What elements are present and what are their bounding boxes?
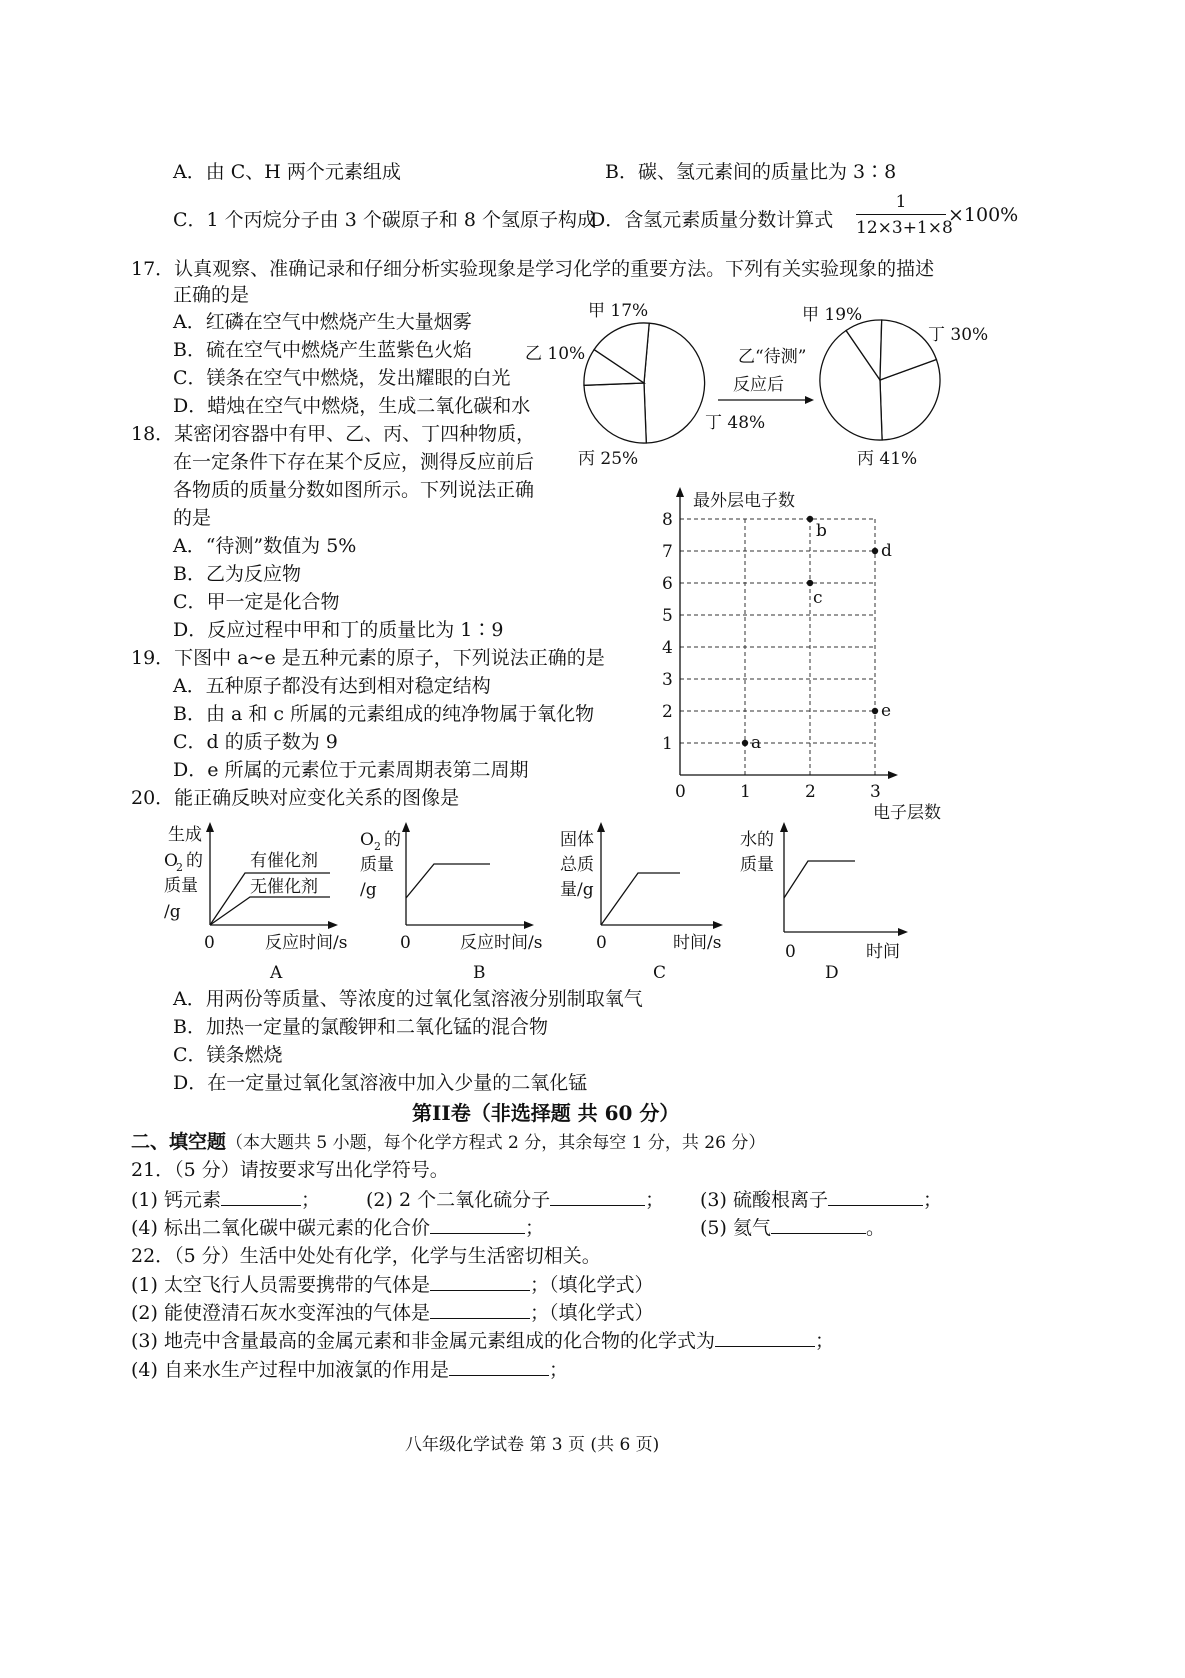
q20-option-a: A．用两份等质量、等浓度的过氧化氢溶液分别制取氧气 — [173, 988, 643, 1010]
graph-c-letter: C — [653, 963, 667, 983]
pie-before-label-ding: 丁 48% — [705, 413, 766, 433]
graph-b-curve — [406, 864, 490, 898]
graph-a-origin: 0 — [204, 933, 215, 953]
graph-a-ylabel-sub: 2 — [176, 861, 183, 874]
q21-stem: 21．（5 分）请按要求写出化学符号。 — [131, 1159, 449, 1181]
y-tick-label: 1 — [662, 734, 673, 754]
graph-a-ylabel-2: O — [164, 851, 178, 871]
pie-after-label-bing: 丙 41% — [857, 449, 918, 469]
graph-b-xlabel: 反应时间/s — [460, 933, 543, 953]
q16-option-a: A．由 C、H 两个元素组成 — [173, 161, 401, 183]
y-axis-label: 最外层电子数 — [693, 491, 795, 511]
graph-a-x-arrow — [328, 921, 338, 929]
q16-fraction-suffix: ×100% — [948, 204, 1019, 226]
q20-stem: 20．能正确反映对应变化关系的图像是 — [131, 787, 460, 809]
pie-before-label-jia: 甲 17% — [588, 301, 649, 321]
graph-b-ylabel-3: 质量 — [360, 855, 394, 875]
y-tick-label: 6 — [662, 574, 673, 594]
graph-d-ylabel-1: 水的 — [740, 830, 774, 850]
q22-item-3: (3) 地壳中含量最高的金属元素和非金属元素组成的化合物的化学式为 ； — [131, 1330, 834, 1352]
graph-c-ylabel-3: 量/g — [560, 880, 594, 900]
q22-item-4: (4) 自来水生产过程中加液氯的作用是 ； — [131, 1359, 568, 1381]
q19-option-c: C．d 的质子数为 9 — [173, 731, 338, 753]
q21-item-1: (1) 钙元素 ； — [131, 1189, 320, 1211]
x-tick-label: 1 — [740, 782, 751, 802]
q18-stem: 18．某密闭容器中有甲、乙、丙、丁四种物质， — [131, 423, 536, 445]
fill-section-title: 二、填空题 — [131, 1131, 227, 1153]
point-label-e: e — [881, 701, 892, 721]
graph-c-origin: 0 — [596, 933, 607, 953]
graph-a-ylabel-3: 的 — [186, 851, 203, 871]
graph-a-y-arrow — [206, 822, 214, 832]
q18-stem-2: 在一定条件下存在某个反应，测得反应前后 — [173, 451, 535, 473]
pie-after-label-jia: 甲 19% — [802, 305, 863, 325]
y-tick-label: 8 — [662, 510, 673, 530]
graph-a-ylabel-1: 生成 — [168, 825, 202, 845]
graph-d-letter: D — [825, 963, 839, 983]
graph-c-x-arrow — [713, 921, 723, 929]
q20-option-b: B．加热一定量的氯酸钾和二氧化锰的混合物 — [173, 1016, 548, 1038]
q17-option-d: D．蜡烛在空气中燃烧，生成二氧化碳和水 — [173, 395, 531, 417]
q19-stem: 19．下图中 a~e 是五种元素的原子，下列说法正确的是 — [131, 647, 605, 669]
pie-before-label-yi: 乙 10% — [525, 344, 586, 364]
graph-c-ylabel-2: 总质 — [560, 855, 594, 875]
pie-before-label-bing: 丙 25% — [578, 449, 639, 469]
graph-b-ylabel-4: /g — [360, 880, 377, 900]
graph-d-xlabel: 时间 — [866, 942, 900, 962]
q19-option-a: A．五种原子都没有达到相对稳定结构 — [173, 675, 491, 697]
q21-item-5: (5) 氦气 。 — [700, 1217, 885, 1239]
graph-b-ylabel-2: 的 — [384, 830, 401, 850]
q21-item-2: (2) 2 个二氧化硫分子 ； — [366, 1189, 665, 1211]
graph-d-x-arrow — [898, 928, 908, 936]
graph-b-ylabel-1: O — [360, 830, 374, 850]
graph-b-y-arrow — [402, 822, 410, 832]
q21-item-3: (3) 硫酸根离子 ； — [700, 1189, 942, 1211]
graph-d-origin: 0 — [785, 942, 796, 962]
q18-option-c: C．甲一定是化合物 — [173, 591, 340, 613]
q20-option-c: C．镁条燃烧 — [173, 1044, 283, 1066]
graph-c-curve — [601, 873, 680, 925]
q17-option-b: B．硫在空气中燃烧产生蓝紫色火焰 — [173, 339, 472, 361]
pie-after-label-ding: 丁 30% — [928, 325, 989, 345]
page-footer: 八年级化学试卷 第 3 页 (共 6 页) — [405, 1435, 660, 1455]
q16-option-d: D．含氢元素质量分数计算式 — [590, 209, 834, 231]
x-axis-label: 电子层数 — [873, 803, 941, 823]
q18-option-b: B．乙为反应物 — [173, 563, 301, 585]
fill-section-note: （本大题共 5 小题，每个化学方程式 2 分，其余每空 1 分，共 26 分） — [226, 1133, 766, 1153]
q16-option-c: C．1 个丙烷分子由 3 个碳原子和 8 个氢原子构成 — [173, 209, 597, 231]
q17-option-a: A．红磷在空气中燃烧产生大量烟雾 — [173, 311, 472, 333]
q22-item-2: (2) 能使澄清石灰水变浑浊的气体是 ；（填化学式） — [131, 1302, 654, 1324]
point-label-c: c — [813, 588, 823, 608]
graph-a-letter: A — [270, 963, 283, 983]
graph-a-catalyst-label: 有催化剂 — [250, 851, 318, 871]
graph-b-x-arrow — [524, 921, 534, 929]
graph-d-ylabel-2: 质量 — [740, 855, 774, 875]
graph-a-no-catalyst-label: 无催化剂 — [250, 877, 318, 897]
reaction-arrow-label: 反应后 — [733, 375, 784, 395]
graph-c-xlabel: 时间/s — [673, 933, 722, 953]
q16-fraction-denominator: 12×3+1×8 — [856, 218, 953, 238]
q18-option-d: D．反应过程中甲和丁的质量比为 1∶9 — [173, 619, 504, 641]
q18-option-a: A．“待测”数值为 5% — [173, 535, 357, 557]
graph-a-ylabel-5: /g — [164, 902, 181, 922]
y-tick-label: 5 — [662, 606, 673, 626]
x-tick-label: 3 — [870, 782, 881, 802]
q16-fraction-numerator: 1 — [895, 192, 907, 212]
graph-b-origin: 0 — [400, 933, 411, 953]
q17-stem: 17．认真观察、准确记录和仔细分析实验现象是学习化学的重要方法。下列有关实验现象的描述 — [131, 258, 935, 280]
q16-option-b: B．碳、氢元素间的质量比为 3∶8 — [605, 161, 897, 183]
q22-item-1: (1) 太空飞行人员需要携带的气体是 ；（填化学式） — [131, 1274, 654, 1296]
point-label-d: d — [881, 541, 892, 561]
y-tick-label: 7 — [662, 542, 673, 562]
q21-item-4: (4) 标出二氧化碳中碳元素的化合价 ； — [131, 1217, 544, 1239]
x-tick-label: 2 — [805, 782, 816, 802]
graph-c-ylabel-1: 固体 — [560, 830, 594, 850]
q18-stem-4: 的是 — [173, 507, 212, 529]
graph-d-y-arrow — [780, 822, 788, 832]
q18-stem-3: 各物质的质量分数如图所示。下列说法正确 — [173, 479, 535, 501]
section-2-title: 第II卷（非选择题 共 60 分） — [412, 1101, 680, 1125]
y-tick-label: 4 — [662, 638, 673, 658]
y-tick-label: 2 — [662, 702, 673, 722]
q17-stem-2: 正确的是 — [173, 284, 250, 306]
graph-c-y-arrow — [597, 822, 605, 832]
pie-after-label-yi: 乙“待测” — [738, 347, 807, 367]
q20-option-d: D．在一定量过氧化氢溶液中加入少量的二氧化锰 — [173, 1072, 588, 1094]
q17-option-c: C．镁条在空气中燃烧，发出耀眼的白光 — [173, 367, 511, 389]
origin-tick: 0 — [675, 782, 686, 802]
graph-b-letter: B — [473, 963, 486, 983]
graph-b-ylabel-sub: 2 — [374, 840, 381, 853]
q19-option-b: B．由 a 和 c 所属的元素组成的纯净物属于氧化物 — [173, 703, 595, 725]
graph-a-xlabel: 反应时间/s — [265, 933, 348, 953]
point-label-a: a — [751, 733, 762, 753]
graph-a-no-catalyst-curve — [210, 897, 330, 925]
q19-option-d: D．e 所属的元素位于元素周期表第二周期 — [173, 759, 529, 781]
q22-stem: 22．（5 分）生活中处处有化学，化学与生活密切相关。 — [131, 1245, 601, 1267]
graph-a-ylabel-4: 质量 — [164, 876, 198, 896]
graph-d-curve — [784, 861, 855, 898]
y-tick-label: 3 — [662, 670, 673, 690]
point-label-b: b — [816, 521, 827, 541]
